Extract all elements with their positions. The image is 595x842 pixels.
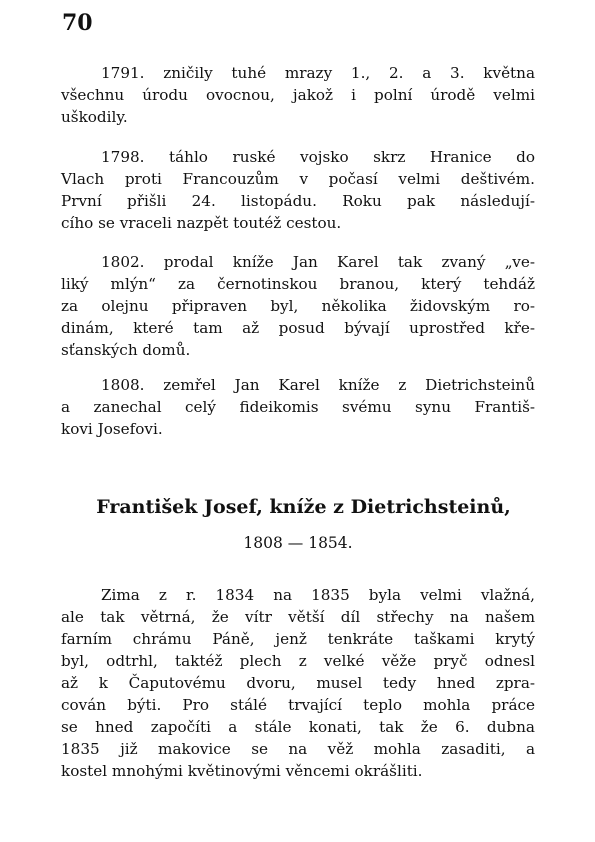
text-line: se hned započíti a stále konati, tak že 6. dubna [61, 718, 535, 736]
page-number: 70 [62, 10, 93, 36]
text-line: cován býti. Pro stálé trvající teplo mohla práce [61, 696, 535, 714]
entry-1791 [61, 62, 535, 128]
text-line: 1802. prodal kníže Jan Karel tak zvaný „ve- [101, 253, 535, 271]
text-line: dinám, které tam až posud bývají uprostřed kře- [61, 319, 535, 337]
text-line: Vlach proti Francouzům v počasí velmi deštivém. [61, 170, 535, 188]
text-line: 1808. zemřel Jan Karel kníže z Dietrichsteinů [101, 376, 535, 394]
text-line: uškodily. [61, 108, 128, 126]
text-line: farním chrámu Páně, jenž tenkráte taškami krytý [61, 630, 535, 648]
entry-1802 [61, 251, 535, 361]
entry-1808 [61, 374, 535, 440]
text-line: a zanechal celý fideikomis svému synu Františ- [61, 398, 535, 416]
text-line: kostel mnohými květinovými věncemi okrášliti. [61, 762, 423, 780]
text-line: byl, odtrhl, taktéž plech z velké věže pryč odnesl [61, 652, 535, 670]
text-line: Zima z r. 1834 na 1835 byla velmi vlažná, [101, 586, 535, 604]
entry-1798 [61, 146, 535, 234]
section-paragraph [61, 584, 535, 782]
section-title: František Josef, kníže z Dietrichsteinů, [96, 496, 511, 518]
text-line: ale tak větrná, že vítr větší díl střechy na našem [61, 608, 535, 626]
text-line: až k Čaputovému dvoru, musel tedy hned zpra- [61, 674, 535, 692]
text-line: 1791. zničily tuhé mrazy 1., 2. a 3. května [101, 64, 535, 82]
text-line: liký mlýn“ za černotinskou branou, který tehdáž [61, 275, 535, 293]
text-line: 1798. táhlo ruské vojsko skrz Hranice do [101, 148, 535, 166]
text-line: kovi Josefovi. [61, 420, 163, 438]
text-line: všechnu úrodu ovocnou, jakož i polní úrodě velmi [61, 86, 535, 104]
text-line: První přišli 24. listopádu. Roku pak následují- [61, 192, 535, 210]
text-line: 1835 již makovice se na věž mohla zasaditi, a [61, 740, 535, 758]
text-line: za olejnu připraven byl, několika židovským ro- [61, 297, 535, 315]
section-years: 1808 — 1854. [243, 534, 353, 552]
text-line: sťanských domů. [61, 341, 191, 359]
text-line: cího se vraceli nazpět toutéž cestou. [61, 214, 342, 232]
